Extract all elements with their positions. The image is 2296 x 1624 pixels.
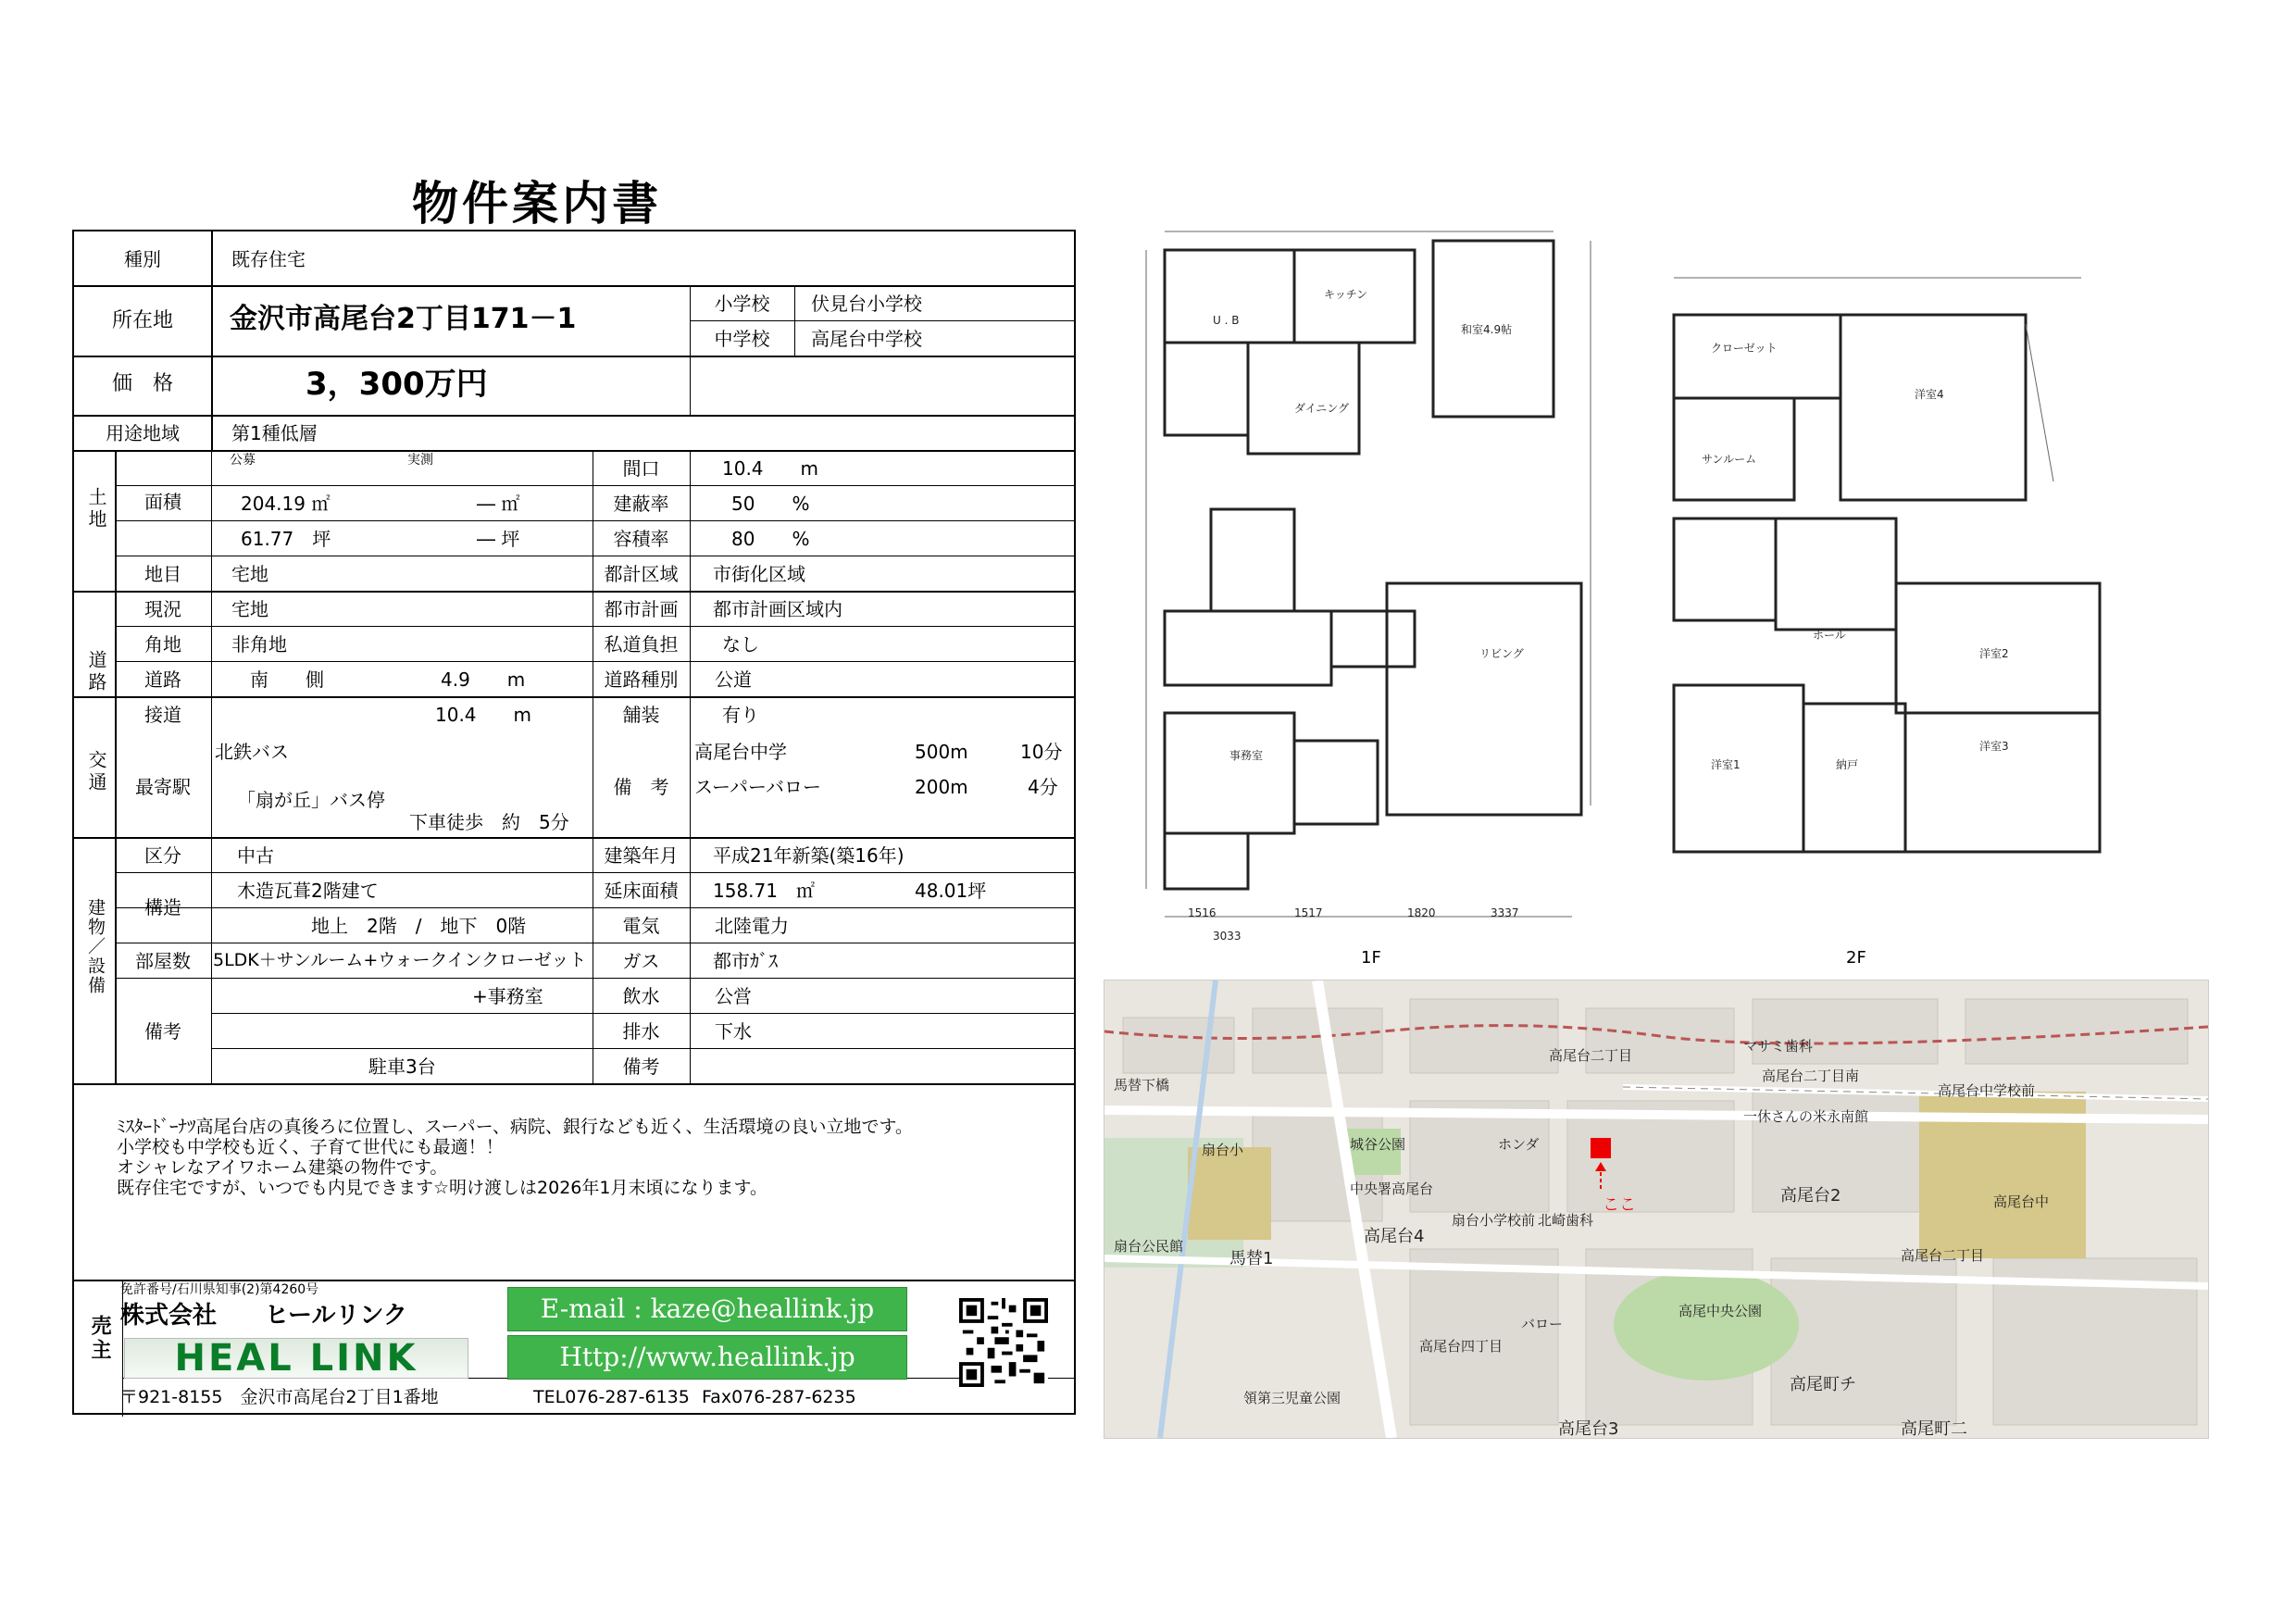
floor-area-label: 延床面積 [604, 880, 679, 902]
road-label: 道路 [144, 668, 181, 691]
map-label: 高尾台中 [1993, 1193, 2050, 1210]
elem-school-label: 小学校 [714, 293, 770, 315]
frontage-label: 間口 [622, 457, 660, 480]
svg-text:納戸: 納戸 [1836, 758, 1859, 771]
drain-label: 排水 [622, 1020, 660, 1043]
map-label: 城谷公園 [1350, 1136, 1406, 1153]
water-label: 飲水 [622, 985, 660, 1007]
planning-area-value: 市街化区域 [713, 563, 805, 585]
map-label: バロー [1521, 1316, 1564, 1332]
svg-text:1516: 1516 [1188, 906, 1217, 919]
traffic-notes-label: 備 考 [613, 776, 669, 798]
url-banner[interactable]: Http://www.heallink.jp [507, 1335, 907, 1380]
rooms-value: 5LDK＋サンルーム+ウォークインクローゼット [213, 950, 587, 970]
building-notes-label: 備考 [144, 1020, 181, 1043]
bus-line: 北鉄バス [215, 741, 289, 763]
map-label: 高尾台二丁目 [1901, 1247, 1985, 1264]
rooms-label: 部屋数 [135, 950, 191, 972]
qr-code-icon [959, 1298, 1048, 1387]
map-label: 領第三児童公園 [1243, 1390, 1341, 1406]
road-direction: 南 側 [250, 668, 324, 691]
svg-text:事務室: 事務室 [1229, 749, 1264, 762]
note2-name: スーパーバロー [694, 776, 821, 798]
svg-text:洋室3: 洋室3 [1979, 740, 2009, 753]
heal-link-logo: HEAL LINK [124, 1338, 468, 1379]
map-label: 高尾台中学校前 [1938, 1082, 2036, 1099]
remark-line: 小学校も中学校も近く、子育て世代にも最適！！ [117, 1137, 504, 1157]
note1-minutes: 10分 [1020, 741, 1063, 763]
map-label: 高尾台4 [1364, 1227, 1425, 1246]
svg-text:1517: 1517 [1294, 906, 1323, 919]
class-value: 中古 [237, 844, 274, 867]
map-label: ホンダ [1498, 1136, 1540, 1153]
price-value: 3，300万円 [306, 366, 488, 403]
map-label: 高尾台四丁目 [1419, 1338, 1504, 1355]
map-label: 高尾台2 [1780, 1186, 1841, 1206]
svg-text:キッチン: キッチン [1324, 288, 1368, 301]
svg-text:3033: 3033 [1213, 930, 1242, 943]
city-plan-label: 都市計画 [604, 598, 679, 620]
land-category-value: 宅地 [231, 563, 268, 585]
coverage-label: 建蔽率 [613, 493, 669, 515]
type-label: 種別 [124, 248, 161, 270]
frontage-value: 10.4 m [722, 457, 819, 480]
zoning-label: 用途地域 [106, 422, 180, 444]
map-label: 中央署高尾台 [1350, 1181, 1434, 1197]
bus-stop: 「扇が丘」バス停 [237, 789, 385, 811]
svg-text:3337: 3337 [1491, 906, 1519, 919]
walk-time: 下車徒歩 約 5分 [409, 811, 569, 833]
note2-minutes: 4分 [1028, 776, 1058, 798]
corner-value: 非角地 [231, 633, 287, 656]
svg-text:洋室1: 洋室1 [1711, 758, 1741, 771]
note1-distance: 500m [915, 741, 968, 763]
land-status-label: 現況 [144, 598, 181, 620]
far-value: 80 % [731, 528, 810, 550]
land-section-label: 土地 [85, 487, 107, 531]
svg-text:U . B: U . B [1213, 314, 1240, 327]
map-label: 扇台小 [1202, 1142, 1244, 1158]
road-width: 4.9 m [441, 668, 526, 691]
location-value: 金沢市高尾台2丁目171－1 [230, 303, 577, 335]
private-road-label: 私道負担 [604, 633, 679, 656]
parking-value: 駐車3台 [368, 1056, 436, 1078]
corner-label: 角地 [144, 633, 181, 656]
company-address: 〒921-8155 金沢市高尾台2丁目1番地 [120, 1387, 439, 1407]
svg-text:1820: 1820 [1407, 906, 1436, 919]
land-category-label: 地目 [144, 563, 181, 585]
svg-text:洋室2: 洋室2 [1979, 647, 2009, 660]
floor-plan-1f [1128, 194, 1609, 963]
note2-distance: 200m [915, 776, 968, 798]
coverage-value: 50 % [731, 493, 810, 515]
remark-line: オシャレなアイワホーム建築の物件です。 [117, 1157, 448, 1178]
gas-label: ガス [622, 950, 660, 972]
company-tel: TEL076-287-6135 [533, 1387, 690, 1407]
floor-area-tsubo: 48.01坪 [915, 880, 987, 902]
price-label: 価 格 [111, 372, 173, 395]
land-sqm-actual: ― ㎡ [477, 493, 520, 515]
structure-label: 構造 [144, 896, 181, 918]
land-tsubo-value: 61.77 坪 [241, 528, 331, 550]
rooms-value-2: +事務室 [472, 985, 543, 1007]
map-label: 馬替下橋 [1114, 1077, 1170, 1093]
paving-label: 舗装 [622, 704, 660, 726]
land-area-label: 面積 [144, 491, 181, 513]
elem-school-value: 伏見台小学校 [811, 293, 922, 315]
location-map[interactable] [1104, 980, 2209, 1439]
contact-label: 接道 [144, 704, 181, 726]
building-notes2-label: 備考 [622, 1056, 660, 1078]
map-label: 高尾町チ [1790, 1375, 1856, 1394]
road-type-value: 公道 [715, 668, 752, 691]
floor-2f-label: 2F [1846, 948, 1866, 963]
map-label: 扇台小学校前 [1452, 1212, 1536, 1229]
location-label: 所在地 [111, 309, 173, 332]
road-type-label: 道路種別 [604, 668, 679, 691]
station-label: 最寄駅 [135, 776, 191, 798]
land-official-label: 公募 [230, 453, 256, 468]
page-title: 物件案内書 [412, 177, 662, 231]
water-value: 公営 [715, 985, 752, 1007]
map-label: 高尾中央公園 [1678, 1303, 1763, 1319]
map-label: 馬替1 [1229, 1249, 1274, 1268]
svg-text:ダイニング: ダイニング [1294, 402, 1350, 415]
map-label: 扇台公民館 [1114, 1238, 1184, 1255]
svg-text:和室4.9帖: 和室4.9帖 [1461, 323, 1513, 336]
type-value: 既存住宅 [231, 248, 306, 270]
svg-text:サンルーム: サンルーム [1702, 453, 1757, 466]
building-section-label: 建物／設備 [85, 898, 106, 995]
map-label: 高尾台3 [1558, 1419, 1619, 1439]
contact-value: 10.4 m [435, 704, 532, 726]
company-name: 株式会社 ヒールリンク [120, 1302, 407, 1330]
structure-value: 木造瓦葺2階建て [237, 880, 379, 902]
paving-value: 有り [722, 704, 759, 726]
land-tsubo-actual: ― 坪 [477, 528, 520, 550]
land-status-value: 宅地 [231, 598, 268, 620]
seller-section-label: 売主 [88, 1315, 111, 1363]
floors-value: 地上 2階 / 地下 0階 [311, 915, 527, 937]
remark-line: 既存住宅ですが、いつでも内見できます☆明け渡しは2026年1月末頃になります。 [117, 1178, 767, 1198]
planning-area-label: 都計区域 [604, 563, 679, 585]
map-label: 高尾台二丁目南 [1762, 1068, 1860, 1084]
email-banner[interactable]: E-mail : kaze@heallink.jp [507, 1287, 907, 1331]
floor-plan-2f [1646, 269, 2109, 963]
property-sheet [72, 230, 1076, 1415]
map-label: マサミ歯科 [1743, 1038, 1814, 1055]
electric-value: 北陸電力 [715, 915, 789, 937]
far-label: 容積率 [613, 528, 669, 550]
drain-value: 下水 [715, 1020, 752, 1043]
svg-text:リビング: リビング [1479, 647, 1524, 660]
zoning-value: 第1種低層 [231, 422, 318, 444]
map-label: 一休さんの米永南館 [1743, 1108, 1869, 1125]
map-label: 北崎歯科 [1538, 1212, 1594, 1229]
city-plan-value: 都市計画区域内 [713, 598, 842, 620]
gas-value: 都市ｶﾞｽ [713, 950, 778, 972]
map-label: 高尾町二 [1901, 1419, 1967, 1439]
built-value: 平成21年新築(築16年) [713, 844, 905, 867]
land-sqm-value: 204.19 ㎡ [241, 493, 331, 515]
electric-label: 電気 [622, 915, 660, 937]
floor-area-sqm: 158.71 ㎡ [713, 880, 815, 902]
here-marker-label: ここ [1603, 1195, 1636, 1215]
company-fax: Fax076-287-6235 [702, 1387, 856, 1407]
built-label: 建築年月 [604, 844, 679, 867]
class-label: 区分 [144, 844, 181, 867]
svg-text:クローゼット: クローゼット [1711, 342, 1778, 355]
floor-1f-label: 1F [1361, 948, 1381, 963]
mid-school-label: 中学校 [714, 328, 770, 350]
svg-text:洋室4: 洋室4 [1915, 388, 1944, 401]
map-label: 高尾台二丁目 [1549, 1047, 1633, 1064]
svg-text:ホール: ホール [1813, 629, 1846, 642]
private-road-value: なし [722, 633, 759, 656]
traffic-section-label: 交通 [85, 750, 107, 794]
land-actual-label: 実測 [407, 453, 433, 468]
note1-name: 高尾台中学 [694, 741, 787, 763]
road-section-label: 道路 [85, 650, 107, 694]
mid-school-value: 高尾台中学校 [811, 328, 922, 350]
remark-line: ﾐｽﾀｰﾄﾞｰﾅﾂ高尾台店の真後ろに位置し、スーパー、病院、銀行なども近く、生活環境の良い立地です。 [117, 1117, 913, 1137]
license-number: 免許番号/石川県知事(2)第4260号 [120, 1282, 319, 1297]
